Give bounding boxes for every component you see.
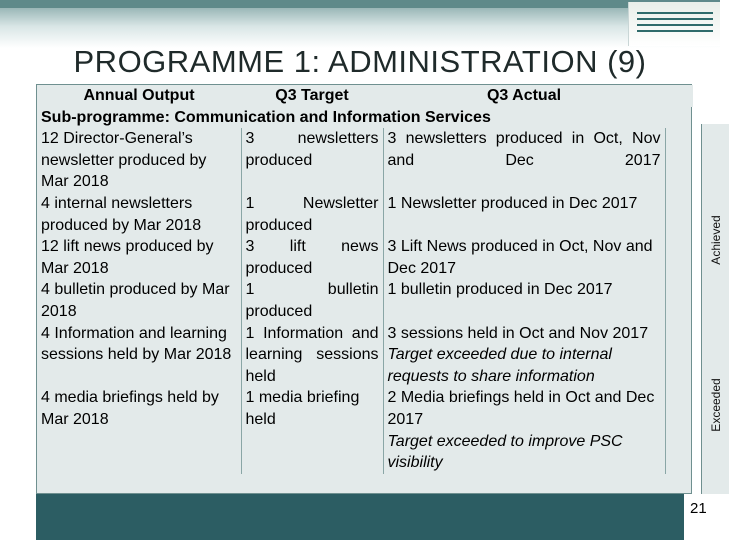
footer-side	[0, 494, 36, 540]
row-note: Target exceeded to improve PSC visibility	[387, 432, 623, 472]
row-output: 12 Director-General’s newsletter produced by Mar 2018	[41, 130, 207, 191]
table-row	[37, 236, 693, 279]
row-target: 1 media briefing held	[241, 387, 383, 473]
header-annual-output: Annual Output	[37, 85, 241, 107]
row-output: 12 lift news produced by Mar 2018	[41, 238, 214, 277]
row-actual: 1 bulletin produced in Dec 2017	[383, 279, 665, 322]
row-target: 1 Newsletter produced	[241, 193, 383, 236]
footer-bar	[36, 494, 684, 540]
table-row	[37, 193, 693, 236]
row-actual-cell	[383, 387, 665, 473]
row-actual: 3 newsletters produced in Oct, Nov and Dec 2017	[383, 128, 665, 193]
subprogramme-row	[37, 107, 693, 129]
subprogramme-label: Sub-programme: Communication and Information Services	[41, 108, 491, 126]
row-target: 3 lift news produced	[241, 236, 383, 279]
table-row	[37, 323, 693, 388]
table-header-row	[37, 85, 693, 107]
row-output: 4 Information and learning sessions held by Mar 2018	[41, 324, 232, 364]
header-banner	[0, 0, 720, 48]
row-target: 1 bulletin produced	[241, 279, 383, 322]
page-title: PROGRAMME 1: ADMINISTRATION (9)	[73, 44, 647, 79]
header-q3-target: Q3 Target	[241, 85, 383, 107]
page-number: 21	[690, 500, 707, 517]
table-row	[37, 279, 693, 322]
status-exceeded	[701, 316, 729, 494]
row-note: Target exceeded due to internal requests to share information	[387, 346, 612, 385]
logo	[628, 2, 720, 46]
row-actual-cell	[383, 323, 665, 388]
row-actual: 1 Newsletter produced in Dec 2017	[383, 193, 665, 236]
row-actual: 3 sessions held in Oct and Nov 2017	[387, 324, 649, 342]
table-row	[37, 128, 693, 193]
row-target: 3 newsletters produced	[241, 128, 383, 193]
header-q3-actual: Q3 Actual	[383, 85, 665, 107]
row-output: 4 media briefings held by Mar 2018	[41, 389, 219, 428]
row-actual: 3 Lift News produced in Oct, Nov and Dec 2017	[383, 236, 665, 279]
status-exceeded-label: Exceeded	[708, 378, 723, 432]
row-output: 4 bulletin produced by Mar 2018	[41, 281, 230, 320]
table-row	[37, 387, 693, 473]
row-actual: 2 Media briefings held in Oct and Dec 2017	[387, 389, 655, 428]
row-output: 4 internal newsletters produced by Mar 2018	[41, 194, 202, 234]
status-achieved-label: Achieved	[708, 214, 723, 265]
row-target: 1 Information and learning sessions held	[241, 323, 383, 388]
header-band	[0, 0, 720, 8]
performance-table	[36, 84, 723, 494]
